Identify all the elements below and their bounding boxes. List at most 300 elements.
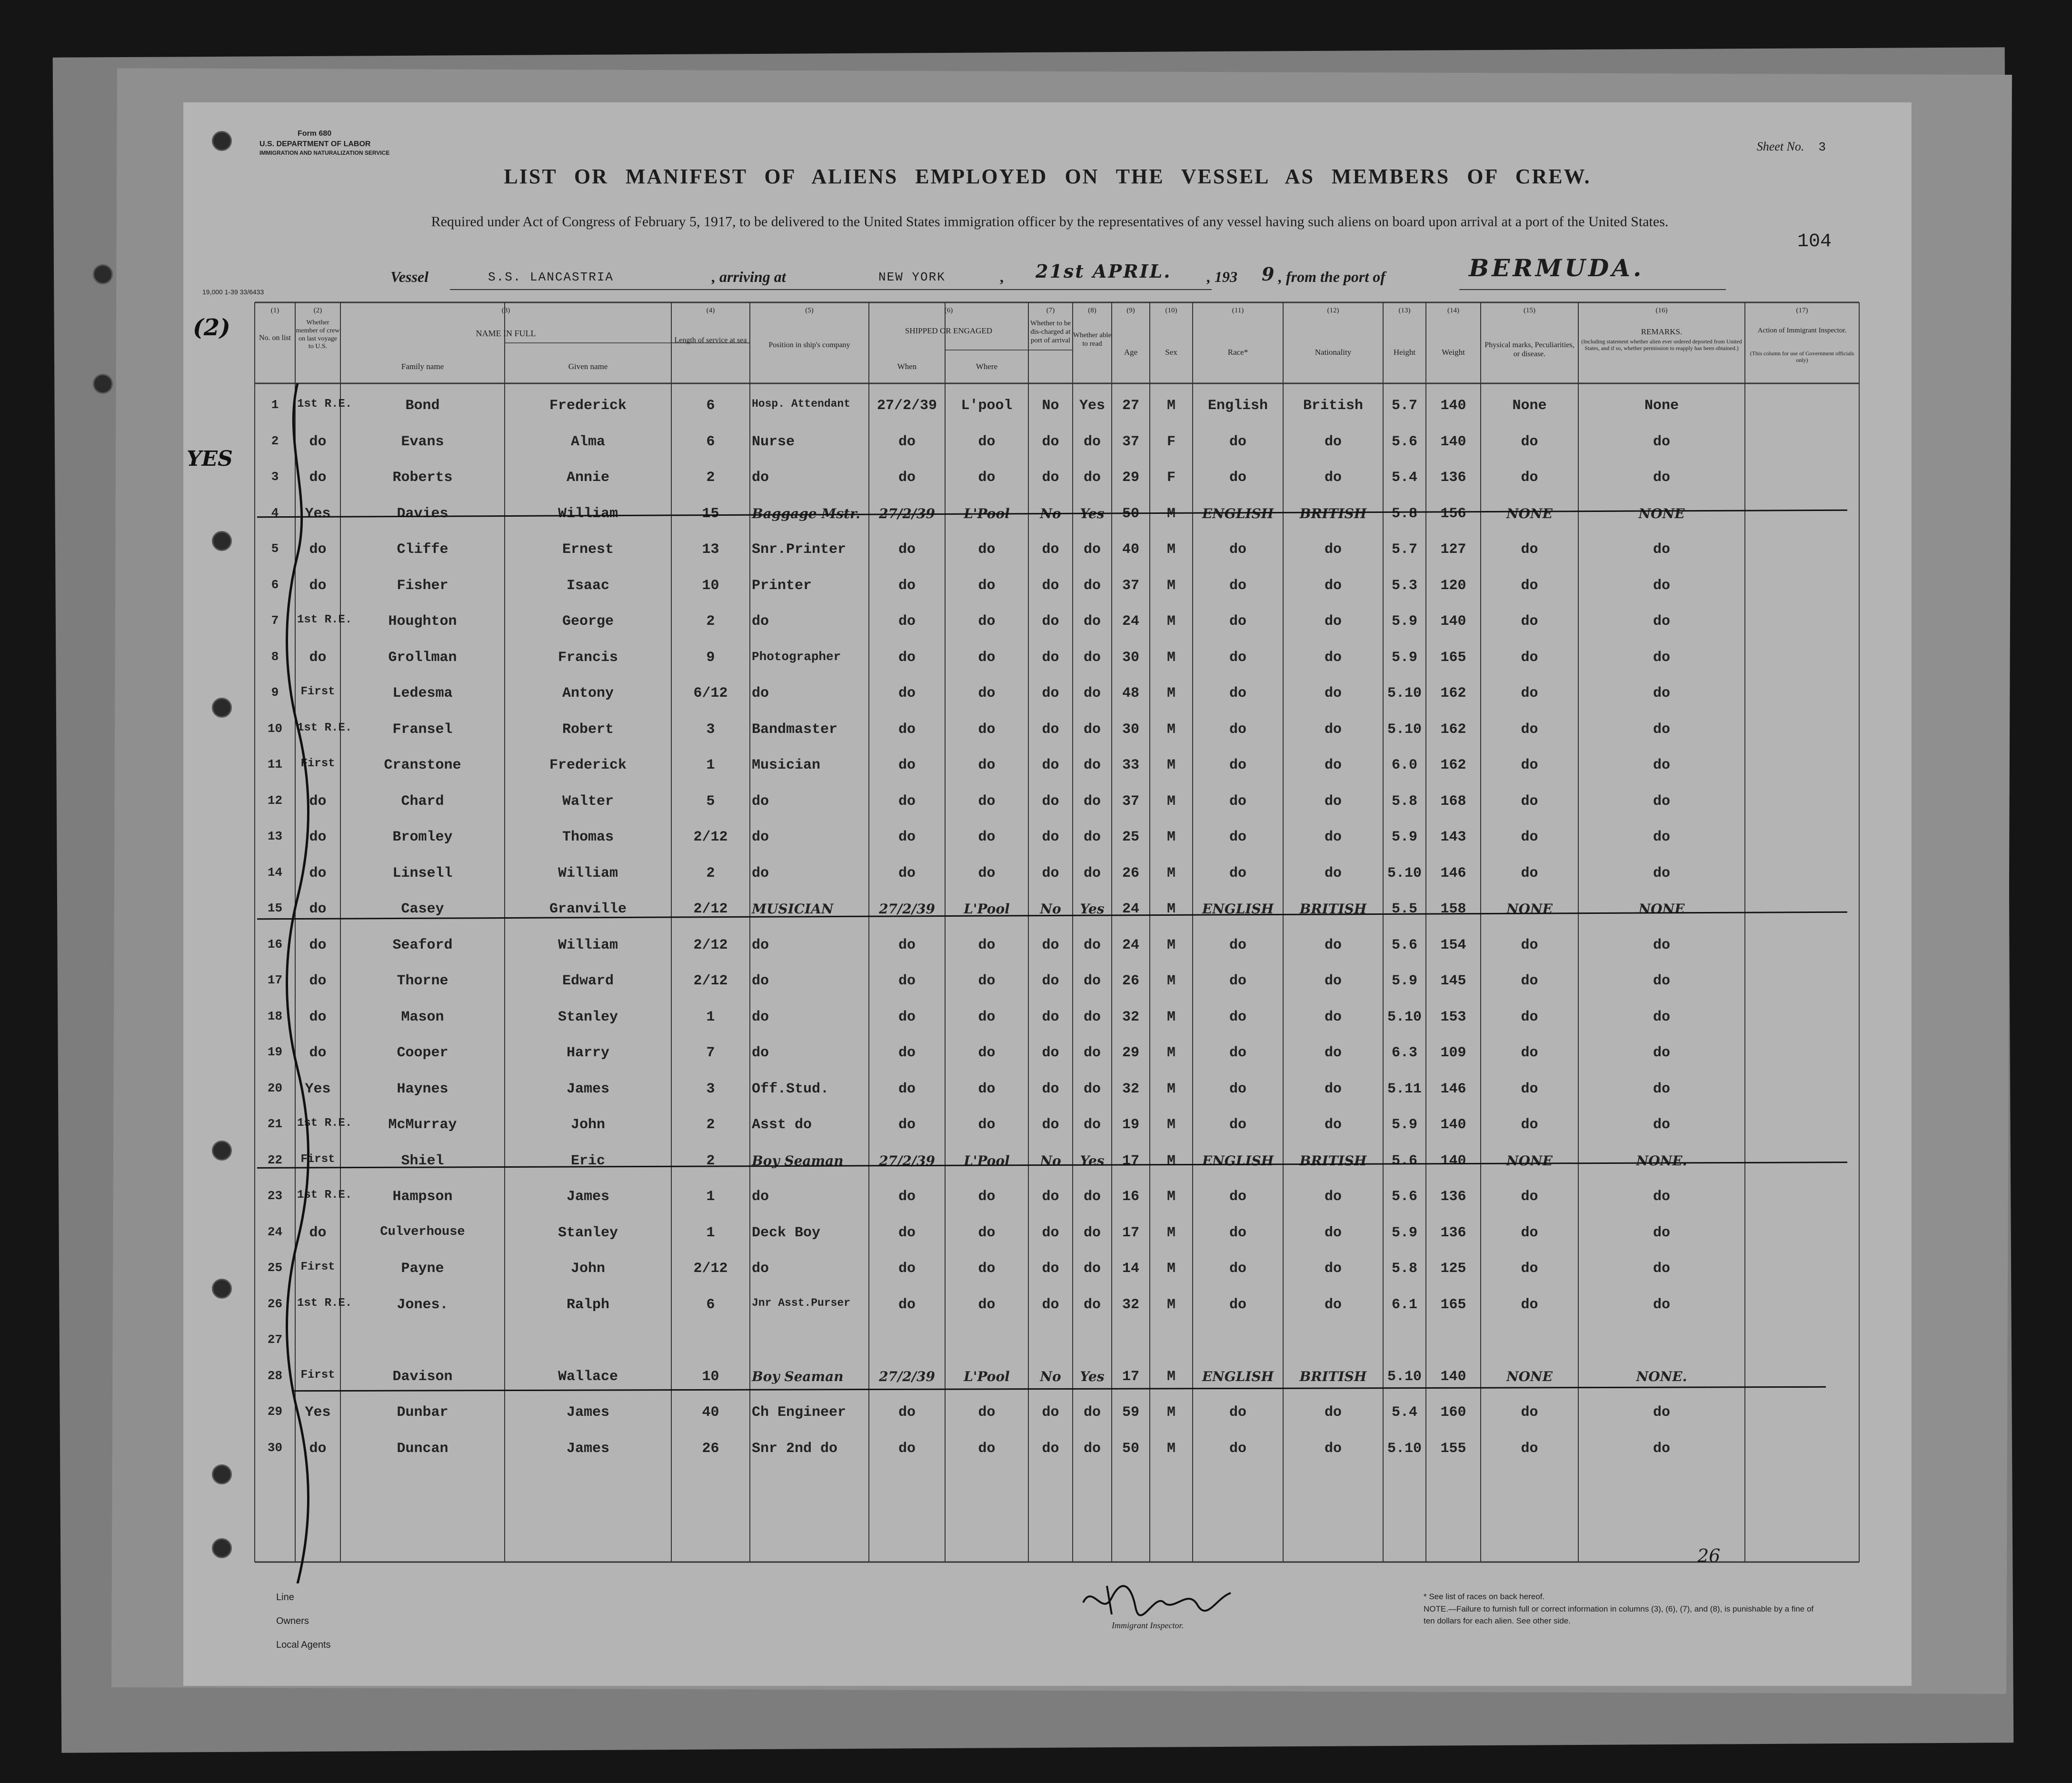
cell-where: L'Pool <box>964 1152 1010 1169</box>
cell-position: do <box>752 829 769 845</box>
cell-member: do <box>309 937 327 953</box>
cell-position: do <box>752 685 769 701</box>
cell-disch: do <box>1042 685 1059 701</box>
cell-no: 11 <box>267 757 283 771</box>
binder-hole-icon <box>212 1141 232 1161</box>
cell-where: do <box>978 937 996 953</box>
cell-disch: do <box>1042 973 1059 989</box>
cell-sex: M <box>1166 1296 1175 1313</box>
cell-height: 5.11 <box>1387 1081 1422 1097</box>
cell-age: 16 <box>1122 1189 1139 1205</box>
cell-position: Deck Boy <box>752 1224 821 1241</box>
column-number: (6) <box>944 307 953 314</box>
cell-where: do <box>978 865 996 881</box>
cell-nat: do <box>1324 1045 1342 1061</box>
cell-read: do <box>1083 541 1101 558</box>
cell-length: 15 <box>702 505 719 522</box>
cell-given: Granville <box>549 901 627 917</box>
cell-sex: M <box>1166 505 1175 522</box>
cell-phys: do <box>1521 865 1538 881</box>
cell-weight: 165 <box>1440 1296 1466 1313</box>
cell-read: do <box>1083 470 1101 486</box>
cell-remarks: do <box>1653 470 1670 486</box>
cell-height: 5.10 <box>1387 1440 1422 1457</box>
cell-remarks: None <box>1644 398 1679 414</box>
cell-age: 33 <box>1122 757 1139 773</box>
cell-remarks: do <box>1653 793 1670 810</box>
cell-member: do <box>309 1224 327 1241</box>
cell-disch: No <box>1040 901 1061 917</box>
cell-nat: do <box>1324 1189 1342 1205</box>
cell-phys: do <box>1521 721 1538 738</box>
cell-sex: M <box>1166 721 1175 738</box>
cell-when: do <box>898 721 916 738</box>
cell-disch: do <box>1042 829 1059 845</box>
cell-no: 24 <box>267 1224 283 1239</box>
cell-read: do <box>1083 685 1101 701</box>
cell-member: Yes <box>305 1404 331 1421</box>
from-port: BERMUDA. <box>1469 254 1644 282</box>
cell-where: do <box>978 1261 996 1277</box>
cell-height: 5.9 <box>1391 829 1417 845</box>
cell-read: do <box>1083 937 1101 953</box>
cell-disch: do <box>1042 577 1059 594</box>
cell-member: do <box>309 1009 327 1025</box>
cell-when: 27/2/39 <box>877 398 937 414</box>
cell-race: English <box>1207 398 1268 414</box>
cell-disch: do <box>1042 937 1059 953</box>
cell-race: do <box>1229 1296 1246 1313</box>
sheet-value: 3 <box>1818 140 1826 154</box>
cell-read: Yes <box>1079 398 1105 414</box>
cell-given: John <box>570 1261 605 1277</box>
cell-age: 37 <box>1122 433 1139 450</box>
cell-weight: 154 <box>1440 937 1466 953</box>
cell-when: do <box>898 1045 916 1061</box>
cell-height: 5.6 <box>1391 1152 1417 1169</box>
cell-disch: do <box>1042 470 1059 486</box>
header-action: Action of Immigrant Inspector. <box>1757 327 1847 334</box>
cell-remarks: do <box>1653 1117 1670 1133</box>
cell-race: do <box>1229 1009 1246 1025</box>
cell-position: Off.Stud. <box>752 1081 829 1097</box>
header-when: When <box>897 362 917 371</box>
cell-length: 6 <box>706 433 715 450</box>
cell-weight: 120 <box>1440 577 1466 594</box>
cell-member: First <box>300 757 335 770</box>
binder-hole-icon <box>93 374 113 394</box>
cell-position: Snr 2nd do <box>752 1440 838 1457</box>
cell-position: Printer <box>752 577 812 594</box>
cell-remarks: do <box>1653 721 1670 738</box>
cell-given: George <box>562 613 614 630</box>
cell-age: 40 <box>1122 541 1139 558</box>
cell-position: Nurse <box>752 433 795 450</box>
year-digit: 9 <box>1262 263 1275 285</box>
cell-when: do <box>898 470 916 486</box>
header-height: Height <box>1393 348 1416 357</box>
binder-hole-icon <box>212 1279 232 1299</box>
cell-where: do <box>978 721 996 738</box>
cell-given: Ernest <box>562 541 614 558</box>
footer-notes <box>1424 1591 1814 1627</box>
cell-length: 3 <box>706 1081 715 1097</box>
cell-family: Cliffe <box>397 541 448 558</box>
header-shipped-engaged: SHIPPED OR ENGAGED <box>905 326 993 335</box>
cell-read: Yes <box>1080 1368 1105 1384</box>
cell-length: 2/12 <box>693 937 728 953</box>
cell-phys: do <box>1521 470 1538 486</box>
cell-position: do <box>752 793 769 810</box>
cell-no: 30 <box>267 1440 283 1455</box>
cell-age: 24 <box>1122 937 1139 953</box>
cell-height: 5.6 <box>1391 1189 1417 1205</box>
cell-no: 26 <box>267 1296 283 1311</box>
cell-member: First <box>300 1368 335 1382</box>
cell-age: 24 <box>1122 613 1139 630</box>
arrival-date: 21st APRIL. <box>1036 260 1172 282</box>
cell-phys: do <box>1521 541 1538 558</box>
cell-sex: M <box>1166 1440 1175 1457</box>
cell-height: 5.10 <box>1387 1368 1422 1385</box>
cell-given: John <box>570 1117 605 1133</box>
cell-position: do <box>752 1261 769 1277</box>
cell-height: 5.10 <box>1387 865 1422 881</box>
cell-given: James <box>566 1440 609 1457</box>
service: IMMIGRATION AND NATURALIZATION SERVICE <box>259 150 390 157</box>
stamp-number: 104 <box>1797 231 1832 252</box>
cell-family: Fransel <box>392 721 453 738</box>
cell-length: 9 <box>706 649 715 666</box>
department: U.S. DEPARTMENT OF LABOR <box>259 140 371 148</box>
cell-length: 1 <box>706 1009 715 1025</box>
cell-phys: NONE <box>1506 1368 1553 1384</box>
cell-given: Ralph <box>566 1296 609 1313</box>
cell-phys: do <box>1521 1117 1538 1133</box>
cell-read: do <box>1083 577 1101 594</box>
cell-length: 7 <box>706 1045 715 1061</box>
cell-remarks: do <box>1653 1189 1670 1205</box>
cell-position: do <box>752 1189 769 1205</box>
cell-remarks: do <box>1653 1261 1670 1277</box>
cell-height: 5.6 <box>1391 937 1417 953</box>
cell-race: do <box>1229 865 1246 881</box>
cell-read: do <box>1083 1440 1101 1457</box>
cell-family: Shiel <box>401 1152 444 1169</box>
cell-read: do <box>1083 1009 1101 1025</box>
cell-weight: 146 <box>1440 865 1466 881</box>
cell-race: do <box>1229 793 1246 810</box>
cell-nat: BRITISH <box>1299 505 1367 521</box>
page-number: 26 <box>1697 1545 1721 1566</box>
cell-weight: 140 <box>1440 1152 1466 1169</box>
cell-phys: do <box>1521 757 1538 773</box>
cell-age: 14 <box>1122 1261 1139 1277</box>
cell-given: Frederick <box>549 398 627 414</box>
cell-family: McMurray <box>388 1117 457 1133</box>
cell-weight: 158 <box>1440 901 1466 917</box>
cell-race: ENGLISH <box>1202 505 1274 521</box>
cell-given: Francis <box>558 649 618 666</box>
cell-position: Hosp. Attendant <box>752 398 851 410</box>
cell-length: 6 <box>706 398 715 414</box>
cell-where: L'pool <box>961 398 1013 414</box>
cell-remarks: do <box>1653 1440 1670 1457</box>
cell-no: 20 <box>267 1081 283 1095</box>
cell-member: do <box>309 577 327 594</box>
cell-disch: do <box>1042 1440 1059 1457</box>
cell-nat: do <box>1324 1224 1342 1241</box>
cell-remarks: NONE <box>1638 505 1685 521</box>
cell-length: 3 <box>706 721 715 738</box>
cell-age: 17 <box>1122 1152 1139 1169</box>
cell-given: James <box>566 1404 609 1421</box>
cell-no: 23 <box>267 1189 283 1203</box>
cell-no: 14 <box>267 865 283 880</box>
cell-member: do <box>309 793 327 810</box>
cell-sex: M <box>1166 829 1175 845</box>
cell-member: First <box>300 1261 335 1273</box>
cell-position: do <box>752 613 769 630</box>
cell-disch: do <box>1042 793 1059 810</box>
cell-age: 26 <box>1122 973 1139 989</box>
cell-phys: do <box>1521 649 1538 666</box>
cell-sex: M <box>1166 1261 1175 1277</box>
cell-weight: 140 <box>1440 1368 1466 1385</box>
cell-nat: do <box>1324 577 1342 594</box>
cell-where: do <box>978 793 996 810</box>
column-number: (8) <box>1088 307 1096 314</box>
cell-nat: do <box>1324 1009 1342 1025</box>
fine-note: NOTE.—Failure to furnish full or correct information in columns (3), (6), (7), and (8), is punishable by a fine of ten dollars for each alien. See other side. <box>1424 1604 1814 1625</box>
cell-where: do <box>978 1009 996 1025</box>
binder-hole-icon <box>212 1538 232 1558</box>
header-remarks: REMARKS. <box>1641 327 1683 336</box>
cell-family: Culverhouse <box>380 1224 465 1239</box>
cell-member: 1st R.E. <box>297 1117 352 1130</box>
cell-remarks: do <box>1653 1009 1670 1025</box>
cell-family: Payne <box>401 1261 444 1277</box>
cell-length: 2 <box>706 470 715 486</box>
cell-family: Bromley <box>392 829 453 845</box>
cell-position: Boy Seaman <box>752 1152 844 1169</box>
cell-sex: M <box>1166 1081 1175 1097</box>
cell-weight: 143 <box>1440 829 1466 845</box>
cell-age: 32 <box>1122 1009 1139 1025</box>
cell-length: 6 <box>706 1296 715 1313</box>
cell-remarks: do <box>1653 613 1670 630</box>
cell-when: do <box>898 937 916 953</box>
cell-length: 2 <box>706 865 715 881</box>
cell-weight: 162 <box>1440 721 1466 738</box>
cell-when: do <box>898 1261 916 1277</box>
cell-when: do <box>898 541 916 558</box>
vessel-label: Vessel <box>390 268 428 285</box>
column-number: (11) <box>1232 307 1244 314</box>
cell-where: do <box>978 541 996 558</box>
cell-no: 1 <box>271 398 279 412</box>
cell-phys: do <box>1521 577 1538 594</box>
cell-where: do <box>978 613 996 630</box>
cell-weight: 160 <box>1440 1404 1466 1421</box>
column-number: (13) <box>1398 307 1411 314</box>
cell-read: do <box>1083 1261 1101 1277</box>
cell-disch: do <box>1042 865 1059 881</box>
cell-race: do <box>1229 1261 1246 1277</box>
cell-nat: do <box>1324 1261 1342 1277</box>
cell-family: Fisher <box>397 577 448 594</box>
header-physical-marks: Physical marks, Peculiarities, or disease. <box>1484 341 1574 359</box>
cell-nat: do <box>1324 1117 1342 1133</box>
cell-phys: do <box>1521 829 1538 845</box>
cell-family: Seaford <box>392 937 453 953</box>
cell-weight: 145 <box>1440 973 1466 989</box>
cell-disch: do <box>1042 1404 1059 1421</box>
cell-race: ENGLISH <box>1202 1152 1274 1169</box>
page-subtitle: Required under Act of Congress of February 5, 1917, to be delivered to the United States immigration officer by the representatives of any vessel having such aliens on board upon arrival at a port of the United States. <box>431 214 1669 230</box>
cell-height: 5.9 <box>1391 1224 1417 1241</box>
cell-position: do <box>752 1009 769 1025</box>
cell-age: 29 <box>1122 1045 1139 1061</box>
year-label: , 193 <box>1207 268 1237 285</box>
cell-remarks: do <box>1653 829 1670 845</box>
cell-position: Snr.Printer <box>752 541 847 558</box>
cell-member: do <box>309 1440 327 1457</box>
cell-where: do <box>978 1440 996 1457</box>
cell-family: Mason <box>401 1009 444 1025</box>
cell-age: 50 <box>1122 505 1139 522</box>
cell-height: 5.10 <box>1387 721 1422 738</box>
cell-age: 27 <box>1122 398 1139 414</box>
cell-no: 3 <box>271 470 279 484</box>
from-label: , from the port of <box>1278 268 1385 285</box>
cell-no: 10 <box>267 721 283 736</box>
cell-when: do <box>898 757 916 773</box>
cell-nat: BRITISH <box>1299 1368 1367 1384</box>
cell-read: do <box>1083 1045 1101 1061</box>
cell-member: do <box>309 901 327 917</box>
inspector-label: Immigrant Inspector. <box>1112 1621 1184 1630</box>
cell-sex: M <box>1166 1224 1175 1241</box>
cell-weight: 153 <box>1440 1009 1466 1025</box>
cell-sex: M <box>1166 1045 1175 1061</box>
cell-height: 5.9 <box>1391 649 1417 666</box>
cell-when: 27/2/39 <box>879 901 935 917</box>
cell-disch: do <box>1042 721 1059 738</box>
vessel-name: S.S. LANCASTRIA <box>488 270 614 284</box>
header-sex: Sex <box>1165 348 1177 357</box>
cell-disch: do <box>1042 1296 1059 1313</box>
cell-disch: do <box>1042 649 1059 666</box>
cell-phys: do <box>1521 1189 1538 1205</box>
cell-height: 5.9 <box>1391 613 1417 630</box>
cell-family: Houghton <box>388 613 457 630</box>
vessel-line <box>183 102 1912 321</box>
cell-sex: M <box>1166 1189 1175 1205</box>
cell-where: do <box>978 757 996 773</box>
cell-no: 18 <box>267 1009 283 1023</box>
cell-member: do <box>309 649 327 666</box>
cell-when: do <box>898 1189 916 1205</box>
cell-weight: 136 <box>1440 1224 1466 1241</box>
cell-age: 24 <box>1122 901 1139 917</box>
header-action-note: (This column for use of Government officials only) <box>1750 350 1854 364</box>
cell-phys: None <box>1512 398 1547 414</box>
cell-when: do <box>898 865 916 881</box>
left-yes-annotation: YES <box>187 446 233 471</box>
cell-position: Photographer <box>752 649 841 664</box>
cell-family: Dunbar <box>397 1404 448 1421</box>
cell-sex: M <box>1166 901 1175 917</box>
cell-length: 2/12 <box>693 1261 728 1277</box>
column-number: (2) <box>313 307 322 314</box>
cell-given: Alma <box>570 433 605 450</box>
cell-race: do <box>1229 577 1246 594</box>
cell-read: do <box>1083 1404 1101 1421</box>
cell-length: 1 <box>706 1189 715 1205</box>
cell-no: 4 <box>271 505 279 520</box>
cell-length: 40 <box>702 1404 719 1421</box>
cell-race: do <box>1229 541 1246 558</box>
cell-weight: 162 <box>1440 757 1466 773</box>
cell-weight: 165 <box>1440 649 1466 666</box>
cell-sex: M <box>1166 577 1175 594</box>
cell-nat: do <box>1324 793 1342 810</box>
header-family-name: Family name <box>401 362 444 371</box>
binder-hole-icon <box>212 698 232 718</box>
cell-read: do <box>1083 1117 1101 1133</box>
cell-member: First <box>300 1152 335 1166</box>
manifest-sheet <box>183 102 1912 1686</box>
cell-where: L'Pool <box>964 901 1010 917</box>
cell-disch: No <box>1040 1368 1061 1384</box>
cell-nat: do <box>1324 1440 1342 1457</box>
cell-phys: NONE <box>1506 505 1553 521</box>
cell-no: 17 <box>267 973 283 987</box>
cell-no: 2 <box>271 433 279 448</box>
cell-family: Cooper <box>397 1045 448 1061</box>
cell-phys: do <box>1521 685 1538 701</box>
cell-family: Evans <box>401 433 444 450</box>
footer-line-label: Line <box>276 1592 294 1603</box>
cell-member: do <box>309 865 327 881</box>
cell-weight: 146 <box>1440 1081 1466 1097</box>
cell-when: do <box>898 685 916 701</box>
cell-length: 10 <box>702 1368 719 1385</box>
cell-when: do <box>898 793 916 810</box>
cell-age: 37 <box>1122 793 1139 810</box>
cell-read: do <box>1083 1189 1101 1205</box>
cell-disch: do <box>1042 541 1059 558</box>
cell-when: do <box>898 1296 916 1313</box>
cell-length: 2/12 <box>693 973 728 989</box>
cell-sex: F <box>1166 433 1175 450</box>
cell-race: do <box>1229 973 1246 989</box>
cell-nat: do <box>1324 541 1342 558</box>
cell-when: do <box>898 973 916 989</box>
cell-age: 26 <box>1122 865 1139 881</box>
cell-remarks: do <box>1653 649 1670 666</box>
cell-given: Wallace <box>558 1368 618 1385</box>
cell-family: Linsell <box>392 865 453 881</box>
column-number: (10) <box>1165 307 1177 314</box>
cell-no: 15 <box>267 901 283 915</box>
cell-position: do <box>752 937 769 953</box>
cell-age: 50 <box>1122 1440 1139 1457</box>
cell-height: 6.3 <box>1391 1045 1417 1061</box>
cell-member: 1st R.E. <box>297 613 352 626</box>
cell-member: do <box>309 1045 327 1061</box>
